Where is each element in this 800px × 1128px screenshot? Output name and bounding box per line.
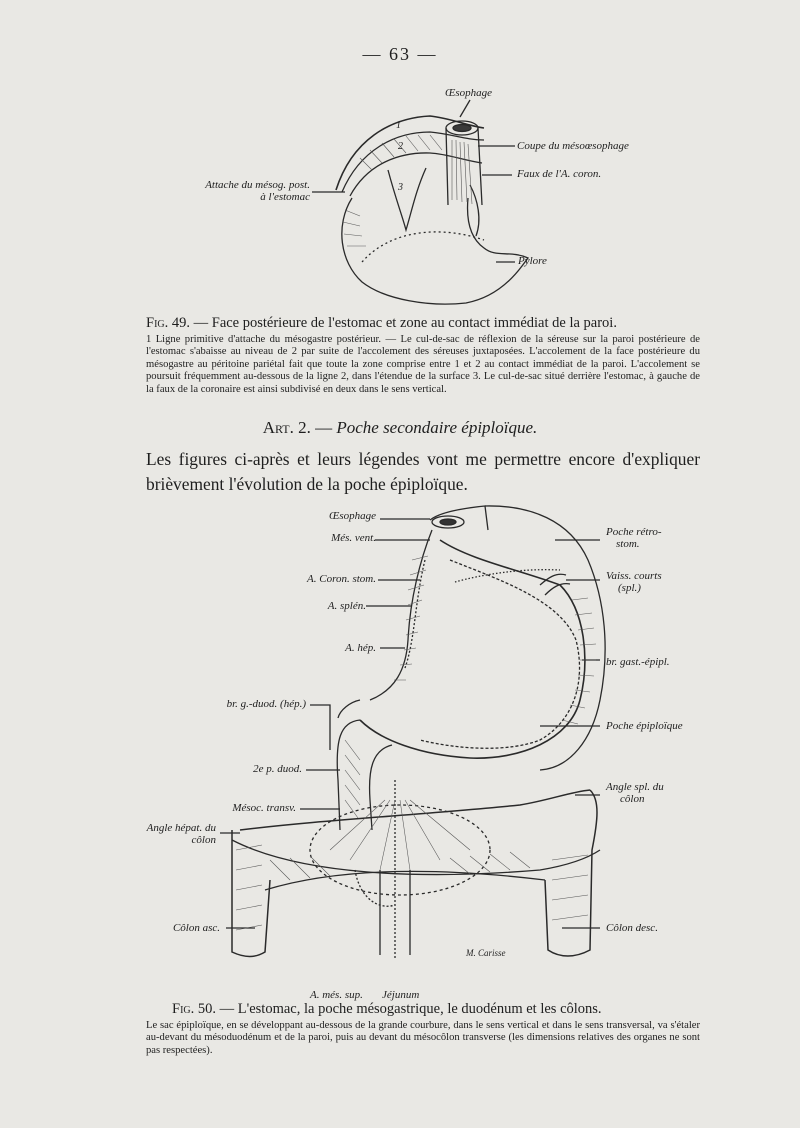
fig50-label-poche-epi: Poche épiploïque xyxy=(606,720,683,732)
fig50-label-angle-spl-line1: Angle spl. du xyxy=(606,781,664,793)
article-title: Poche secondaire épiploïque. xyxy=(336,418,538,437)
fig49-label-attache-line2: à l'estomac xyxy=(260,191,310,203)
fig50-label-vaiss-line1: Vaiss. courts xyxy=(606,570,662,582)
fig50-label-a-coron: A. Coron. stom. xyxy=(307,573,376,585)
article-number: Art. 2. — xyxy=(262,418,333,437)
fig50-label-br-gast: br. gast.-épipl. xyxy=(606,656,670,668)
fig50-label-a-mes-sup: A. més. sup. xyxy=(310,989,363,1001)
fig49-legend: 1 Ligne primitive d'attache du mésogastre postérieur. — Le cul-de-sac de réflexion de la séreuse sur la paroi postérieure de l'estomac s'abaisse au niveau de 2 par suite de l'accolement des séreuses juxtaposées. L'accolement de la face postérieure du mésogastre au péritoine pariétal fait que toute la zone comprise entre 1 et 2 au contact immédiat de la paroi. L'accolement se poursuit fréquemment au-dessous de la ligne 2, dans l'étendue de la surface 3. Le cul-de-sac situé derrière l'estomac, à gauche de la faux de la coronaire est ainsi subdivisé en deux dans le sens vertical. xyxy=(146,334,700,395)
fig50-label-angle-hep-line1: Angle hépat. du xyxy=(146,822,216,834)
fig50-label-a-hep: A. hép. xyxy=(345,642,376,654)
fig50-label-poche-retro-line1: Poche rétro- xyxy=(606,526,662,538)
page-number: — 63 — xyxy=(362,44,438,64)
fig50-label-colon-asc: Côlon asc. xyxy=(172,922,220,934)
fig50-caption-text: — L'estomac, la poche mésogastrique, le duodénum et les côlons. xyxy=(219,1001,602,1017)
fig49-marker-3: 3 xyxy=(398,182,403,193)
fig50-label-a-splen: A. splén. xyxy=(327,600,366,612)
fig50-caption-number: Fig. 50. xyxy=(172,1001,216,1017)
fig50-label-poche-retro-line2: stom. xyxy=(616,538,640,550)
fig50-label-oesophage: Œsophage xyxy=(328,510,376,522)
fig50-label-2e-duod: 2e p. duod. xyxy=(253,763,302,775)
fig50-label-mesoc: Mésoc. transv. xyxy=(232,802,296,814)
fig49-label-coupe: Coupe du mésoœsophage xyxy=(517,140,629,152)
fig49-marker-2: 2 xyxy=(398,141,403,152)
fig50-signature: M. Carisse xyxy=(466,948,506,958)
fig49-marker-1: 1 xyxy=(396,120,401,131)
fig49-caption-number: Fig. 49. xyxy=(146,315,190,331)
fig50-label-angle-spl-line2: côlon xyxy=(620,793,645,805)
fig50-label-br-g-duod: br. g.-duod. (hép.) xyxy=(226,698,306,710)
fig49-label-faux: Faux de l'A. coron. xyxy=(517,168,602,180)
body-paragraph: Les figures ci-après et leurs légendes vont me permettre encore d'expliquer brièvement l'évolution de la poche épiploïque. xyxy=(146,449,700,494)
fig50-label-colon-desc: Côlon desc. xyxy=(606,922,658,934)
fig50-caption xyxy=(172,1001,712,1018)
fig50-legend: Le sac épiploïque, en se développant au-dessous de la grande courbure, dans le sens vertical et dans le sens transversal, va s'étaler au-devant du mésoduodénum et de la paroi, puis au devant du mésocôlon transverse (les dimensions relatives des organes ne sont pas respectées). xyxy=(146,1020,700,1056)
fig50-label-angle-hep-line2: côlon xyxy=(191,834,216,846)
fig50-label-mes-vent: Més. vent. xyxy=(331,532,376,544)
fig50-label-vaiss-line2: (spl.) xyxy=(618,582,641,594)
fig49-label-oesophage: Œsophage xyxy=(445,87,493,99)
fig49-label-pylore: Pylore xyxy=(518,255,547,267)
fig49-caption-text: — Face postérieure de l'estomac et zone au contact immédiat de la paroi. xyxy=(193,315,617,331)
fig49-label-attache-line1: Attache du mésog. post. xyxy=(205,179,310,191)
fig50-label-jejunum: Jéjunum xyxy=(382,989,420,1001)
